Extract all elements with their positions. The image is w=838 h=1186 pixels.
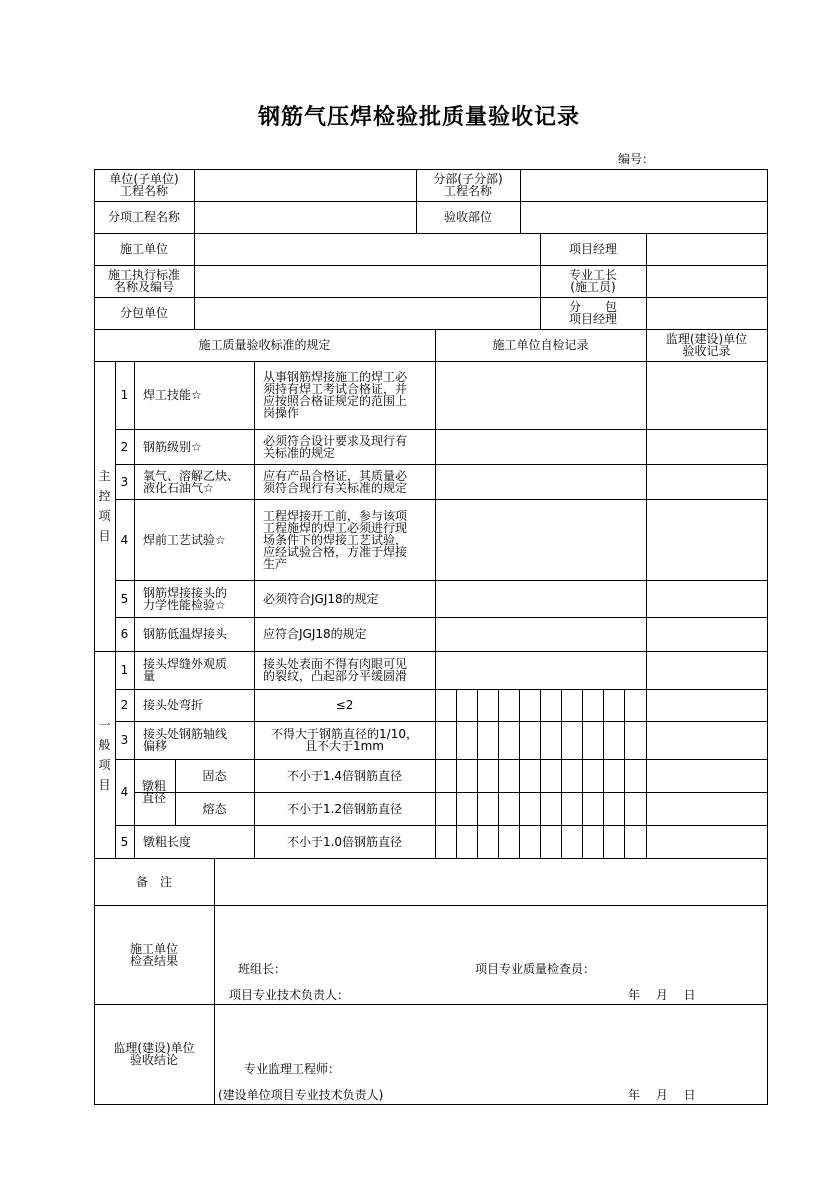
general-item-requirement: 不小于1.0倍钢筋直径 [286, 834, 403, 849]
subcontract-unit-label: 分包单位 [119, 306, 168, 320]
main-item-requirement: 必须符合设计要求及现行有 关标准的规定 [263, 433, 408, 460]
main-item-name: 钢筋级别☆ [143, 439, 202, 454]
general-item-number: 5 [120, 834, 129, 849]
general-item-requirement: 不小于1.4倍钢筋直径 [286, 768, 403, 783]
supervising-engineer-label: 专业监理工程师： [244, 1062, 341, 1076]
construction-check-label: 施工单位 检查结果 [129, 941, 178, 968]
project-manager-label: 项目经理 [568, 242, 617, 256]
general-items-label: 一 般 项 目 [98, 717, 111, 792]
remarks-label: 备 注 [135, 874, 172, 889]
main-item-requirement: 从事钢筋焊接施工的焊工必 须持有焊工考试合格证，并 应按照合格证规定的范围上 岗操作 [263, 370, 408, 420]
main-item-number: 6 [120, 627, 129, 641]
upset-state-solid-label: 固态 [202, 768, 227, 783]
quality-inspector-label: 项目专业质量检查员： [475, 962, 596, 976]
general-item-number: 4 [120, 785, 129, 799]
general-item-requirement: 不小于1.2倍钢筋直径 [286, 801, 403, 816]
general-item-requirement: 不得大于钢筋直径的1/10， 且不大于1mm [271, 727, 418, 753]
main-item-requirement: 工程焊接开工前，参与该项 工程施焊的焊工必须进行现 场条件下的焊接工艺试验， 应经试验合格，方准于焊接 生产 [263, 508, 408, 571]
main-item-number: 1 [120, 388, 129, 402]
main-item-name: 焊工技能☆ [143, 388, 202, 402]
general-item-name: 接头处钢筋轴线 偏移 [143, 727, 228, 753]
general-item-number: 3 [120, 733, 129, 747]
construction-check-date: 年 月 日 [628, 988, 696, 1002]
supervisor-column-header: 监理(建设)单位 验收记录 [665, 332, 748, 358]
general-item-name: 接头焊缝外观质 量 [143, 657, 228, 683]
main-item-name: 钢筋低温焊接头 [143, 627, 228, 641]
spec-column-header: 施工质量验收标准的规定 [198, 338, 331, 352]
supervision-conclusion-date: 年 月 日 [628, 1088, 696, 1102]
main-item-name: 氧气、溶解乙炔、 液化石油气☆ [143, 468, 240, 495]
main-item-number: 4 [120, 532, 129, 547]
self-check-column-header: 施工单位自检记录 [492, 338, 589, 352]
document-title: 钢筋气压焊检验批质量验收记录 [257, 105, 580, 130]
main-item-requirement: 应符合JGJ18的规定 [263, 627, 367, 641]
sub-division-name-label: 分部(子分部) 工程名称 [433, 172, 503, 198]
main-item-number: 5 [120, 591, 129, 606]
document-number-label: 编号： [618, 152, 655, 166]
team-leader-label: 班组长： [238, 962, 287, 976]
main-item-number: 2 [120, 439, 129, 454]
inspection-part-label: 验收部位 [443, 210, 492, 224]
main-item-requirement: 必须符合JGJ18的规定 [263, 591, 379, 606]
standard-name-label: 施工执行标准 名称及编号 [107, 268, 180, 294]
main-item-name: 焊前工艺试验☆ [143, 532, 226, 547]
general-item-requirement: ≤2 [335, 698, 354, 712]
construction-unit-label: 施工单位 [119, 242, 168, 256]
item-project-name-label: 分项工程名称 [107, 210, 180, 224]
owner-representative-label: (建设单位项目专业技术负责人) [218, 1088, 384, 1102]
general-item-requirement: 接头处表面不得有肉眼可见 的裂纹，凸起部分平缓圆滑 [263, 657, 408, 683]
main-control-label: 主 控 项 目 [98, 469, 111, 543]
supervision-conclusion-label: 监理(建设)单位 验收结论 [113, 1041, 195, 1067]
general-item-name: 镦粗 直径 [142, 779, 167, 805]
general-item-name: 接头处弯折 [143, 698, 204, 712]
unit-project-name-label: 单位(子单位) 工程名称 [109, 172, 179, 198]
tech-lead-label: 项目专业技术负责人： [229, 988, 350, 1002]
upset-state-molten-label: 熔态 [202, 801, 227, 816]
general-item-number: 2 [120, 698, 129, 712]
subcontract-manager-label: 分 包 项目经理 [568, 300, 617, 326]
main-item-requirement: 应有产品合格证，其质量必 须符合现行有关标准的规定 [263, 468, 408, 495]
main-item-number: 3 [120, 474, 129, 489]
general-item-number: 1 [120, 663, 129, 677]
general-item-name: 镦粗长度 [143, 834, 192, 849]
foreman-label: 专业工长 (施工员) [568, 268, 617, 294]
main-item-name: 钢筋焊接接头的 力学性能检验☆ [143, 585, 228, 612]
